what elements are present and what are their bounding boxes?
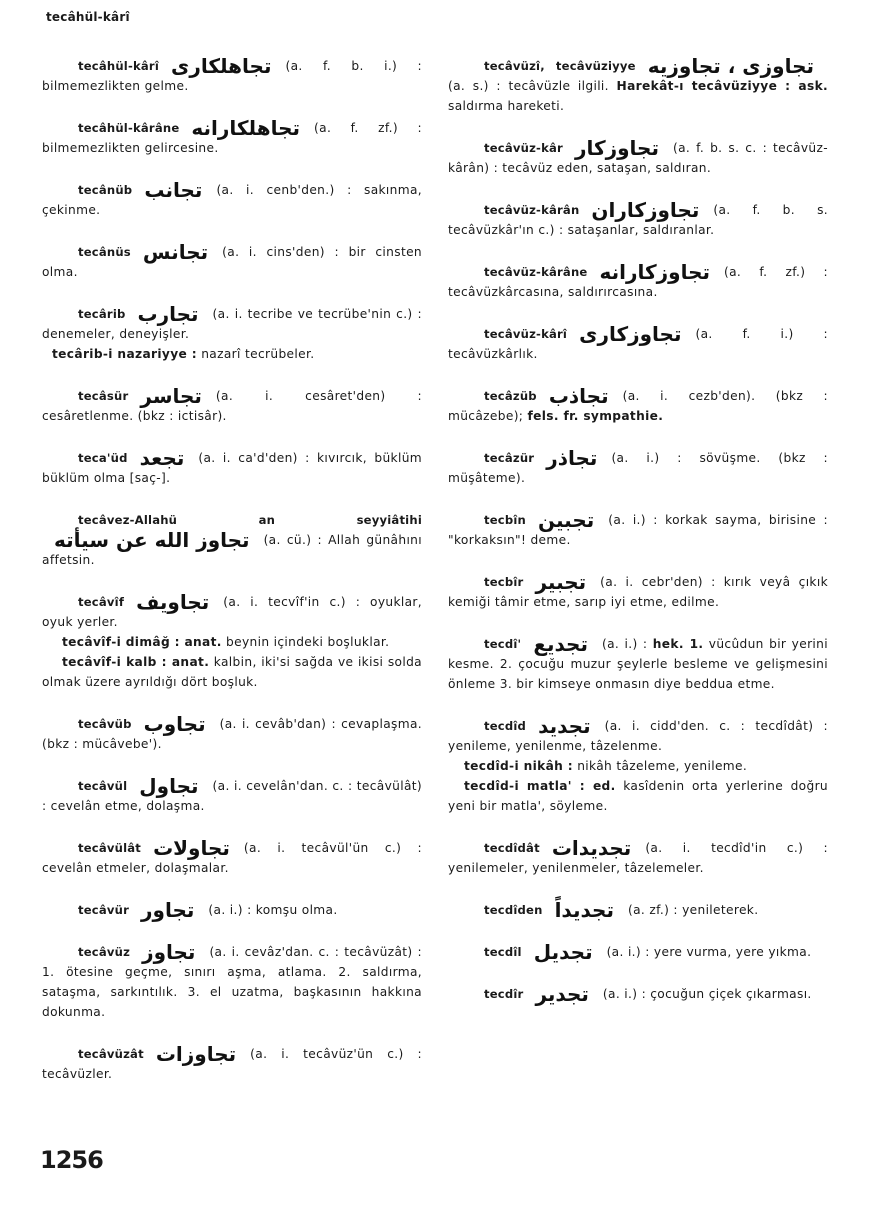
entry-definition: (a. f. i.) : tecâvüzkârlık. bbox=[448, 327, 828, 361]
entry bbox=[42, 838, 422, 878]
entry bbox=[448, 716, 828, 816]
arabic-script: تجاوزات bbox=[155, 1042, 237, 1066]
entry bbox=[448, 200, 828, 240]
entry-lemma: tecârib bbox=[78, 307, 126, 321]
subentry-definition: nazarî tecrübeler. bbox=[201, 347, 315, 361]
entry-definition: (a. i. cins'den) : bir cinsten olma. bbox=[42, 245, 422, 279]
left-column bbox=[42, 56, 422, 1106]
entry bbox=[448, 262, 828, 302]
entry-lemma: teca'üd bbox=[78, 451, 128, 465]
arabic-script: تجاول bbox=[139, 774, 199, 798]
arabic-script: تجاوزكاران bbox=[591, 198, 700, 222]
arabic-script: تجاولات bbox=[153, 836, 230, 860]
entry-lemma: tecâvülât bbox=[78, 841, 142, 855]
arabic-script: تجديل bbox=[533, 940, 593, 964]
entry-definition: (a. i. cebr'den) : kırık veyâ çıkık kemiği tâmir etme, sarıp iyi etme, edilme. bbox=[448, 575, 828, 609]
subentry-lemma: fels. fr. sympathie. bbox=[527, 409, 664, 423]
entry bbox=[448, 900, 828, 920]
entry-lemma: tecâvez-Allahü an seyyiâtihi bbox=[78, 513, 422, 527]
entry bbox=[42, 304, 422, 364]
entry-definition: (a. i. cenb'den.) : sakınma, çekinme. bbox=[42, 183, 422, 217]
entry bbox=[42, 386, 422, 426]
entry-definition: (a. i.) : bbox=[601, 637, 648, 651]
arabic-script: تجاسر bbox=[140, 384, 202, 408]
entry-definition: (a. cü.) : Allah günâhını affetsin. bbox=[42, 533, 422, 567]
subentry-lemma: Harekât-ı tecâvüziyye : ask. bbox=[616, 79, 828, 93]
subentry-lemma: tecâvîf-i kalb : anat. bbox=[62, 655, 210, 669]
entry bbox=[42, 56, 422, 96]
entry bbox=[448, 56, 828, 116]
entry bbox=[448, 324, 828, 364]
subentry-definition: kasîdenin orta yerlerine doğru yeni bir matla', söyleme. bbox=[448, 779, 829, 813]
arabic-script: تجاذب bbox=[548, 384, 609, 408]
entry-definition: (a. s.) : tecâvüzle ilgili. bbox=[448, 79, 609, 93]
entry-definition: (a. i.) : komşu olma. bbox=[208, 903, 338, 917]
entry-lemma: tecâzür bbox=[484, 451, 535, 465]
entry-definition: (a. i. ca'd'den) : kıvırcık, büklüm büklüm olma [saç-]. bbox=[42, 451, 422, 485]
subentry-definition: vücûdun bir yerini kesme. 2. çocuğu muzur şeylerle besleme ve gelişmesini önleme 3. bir kimseye onmasın diye beddua etme. bbox=[448, 637, 828, 691]
entry-lemma: tecâvül bbox=[78, 779, 128, 793]
entry bbox=[42, 900, 422, 920]
entry-lemma: tecâvür bbox=[78, 903, 130, 917]
entry bbox=[42, 714, 422, 754]
entry-lemma: tecdîr bbox=[484, 987, 524, 1001]
subentry-definition: nikâh tâzeleme, yenileme. bbox=[577, 759, 748, 773]
entry-definition: (a. i. tecdîd'in c.) : yenilemeler, yenilenmeler, tâzelemeler. bbox=[448, 841, 828, 875]
entry bbox=[448, 138, 828, 178]
arabic-script: تجاوزی ، تجاوزيه bbox=[647, 54, 814, 78]
subentry-lemma: tecdîd-i matla' : ed. bbox=[464, 779, 616, 793]
entry-lemma: tecâvüz-kârî bbox=[484, 327, 568, 341]
entry-lemma: tecdîden bbox=[484, 903, 543, 917]
entry-lemma: tecdîdât bbox=[484, 841, 540, 855]
arabic-script: تجاوب bbox=[143, 712, 206, 736]
entry bbox=[42, 242, 422, 282]
entry-definition: (a. f. b. i.) : bilmemezlikten gelme. bbox=[42, 59, 422, 93]
entry-definition: (a. i. cevelân'dan. c. : tecâvülât) : cevelân etme, dolaşma. bbox=[42, 779, 422, 813]
entry-definition: (a. i. cesâret'den) : cesâretlenme. (bkz : ictisâr). bbox=[42, 389, 422, 423]
entry-definition: (a. i. tecâvüz'ün c.) : tecâvüzler. bbox=[42, 1047, 422, 1081]
entry-lemma: tecâvüzî, tecâvüziyye bbox=[484, 59, 636, 73]
entry bbox=[42, 776, 422, 816]
entry-definition: (a. f. zf.) : tecâvüzkârcasına, saldırırcasına. bbox=[448, 265, 828, 299]
entry-definition: (a. i. tecribe ve tecrübe'nin c.) : denemeler, deneyişler. bbox=[42, 307, 422, 341]
entry-definition: (a. i.) : korkak sayma, birisine : "korkaksın"! deme. bbox=[448, 513, 828, 547]
entry-lemma: tecâvüz-kâr bbox=[484, 141, 563, 155]
entry-definition: (a. f. b. s. tecâvüzkâr'ın c.) : sataşanlar, saldıranlar. bbox=[448, 203, 828, 237]
entry bbox=[448, 386, 828, 426]
entry-lemma: tecâvüz bbox=[78, 945, 131, 959]
subentry-definition: beynin içindeki boşluklar. bbox=[226, 635, 390, 649]
right-column bbox=[448, 56, 828, 1026]
subentry-lemma: hek. 1. bbox=[652, 637, 704, 651]
entry bbox=[448, 448, 828, 488]
subentry-definition: saldırma hareketi. bbox=[448, 99, 565, 113]
entry bbox=[448, 572, 828, 612]
entry-lemma: tecâvüzât bbox=[78, 1047, 144, 1061]
entry-lemma: tecânüb bbox=[78, 183, 133, 197]
arabic-script: تجبير bbox=[535, 570, 587, 594]
arabic-script: تجعد bbox=[139, 446, 185, 470]
subentry-definition: kalbin, iki'si sağda ve ikisi solda olmak üzere ayrıldığı dört boşluk. bbox=[42, 655, 422, 689]
entry bbox=[42, 448, 422, 488]
subentry-lemma: tecârib-i nazariyye : bbox=[52, 347, 197, 361]
entry bbox=[42, 510, 422, 570]
arabic-script: تجاذر bbox=[546, 446, 598, 470]
entry-definition: (a. i. cidd'den. c. : tecdîdât) : yenileme, yenilenme, tâzelenme. bbox=[448, 719, 828, 753]
entry bbox=[448, 838, 828, 878]
arabic-script: تجاهلکاری bbox=[171, 54, 272, 78]
entry-lemma: tecdî' bbox=[484, 637, 522, 651]
arabic-script: تجديد bbox=[538, 714, 591, 738]
entry-definition: (a. zf.) : yenileterek. bbox=[627, 903, 759, 917]
subentry-lemma: tecdîd-i nikâh : bbox=[464, 759, 573, 773]
entry-definition: (a. i.) : yere vurma, yere yıkma. bbox=[606, 945, 812, 959]
arabic-script: تجديدات bbox=[551, 836, 632, 860]
entry-definition: (a. i.) : çocuğun çiçek çıkarması. bbox=[602, 987, 812, 1001]
arabic-script: تجديع bbox=[533, 632, 588, 656]
running-head: tecâhül-kârî bbox=[46, 10, 130, 24]
entry bbox=[42, 1044, 422, 1084]
entry bbox=[448, 942, 828, 962]
entry-definition: (a. i. cezb'den). (bkz : mücâzebe); bbox=[448, 389, 828, 423]
entry-definition: (a. i. tecâvül'ün c.) : cevelân etmeler, dolaşmalar. bbox=[42, 841, 422, 875]
entry-definition: (a. f. zf.) : bilmemezlikten gelircesine. bbox=[42, 121, 422, 155]
entry bbox=[448, 984, 828, 1004]
entry-definition: (a. i. cevâz'dan. c. : tecâvüzât) : 1. ötesine geçme, sınırı aşma, atlama. 2. saldırma, sataşma, sarkıntılık. 3. el uzatma, başkasının hakkına dokunma. bbox=[42, 945, 422, 1019]
arabic-script: تجاوز bbox=[142, 940, 196, 964]
arabic-script: تجاوزكار bbox=[574, 136, 659, 160]
arabic-script: تجدير bbox=[535, 982, 589, 1006]
entry-definition: (a. i.) : sövüşme. (bkz : müşâteme). bbox=[448, 451, 828, 485]
page-number: 1256 bbox=[40, 1146, 103, 1174]
entry bbox=[42, 118, 422, 158]
entry-lemma: tecdîd bbox=[484, 719, 527, 733]
entry bbox=[42, 942, 422, 1022]
arabic-script: تجاوز الله عن سيأته bbox=[54, 528, 250, 552]
entry-lemma: tecdîl bbox=[484, 945, 522, 959]
entry-lemma: tecâhül-kârî bbox=[78, 59, 160, 73]
entry-lemma: tecâzüb bbox=[484, 389, 537, 403]
arabic-script: تجاهلکارانه bbox=[191, 116, 301, 140]
entry-lemma: tecâvüb bbox=[78, 717, 132, 731]
arabic-script: تجديداً bbox=[554, 898, 614, 922]
arabic-script: تجانس bbox=[142, 240, 209, 264]
entry-definition: (a. f. b. s. c. : tecâvüz-kârân) : tecâvüz eden, sataşan, saldıran. bbox=[448, 141, 828, 175]
entry-definition: (a. i. tecvîf'in c.) : oyuklar, oyuk yerler. bbox=[42, 595, 422, 629]
entry bbox=[448, 634, 828, 694]
entry-lemma: tecâsür bbox=[78, 389, 129, 403]
entry-lemma: tecâvîf bbox=[78, 595, 125, 609]
arabic-script: تجاوزكارى bbox=[579, 322, 682, 346]
arabic-script: تجارب bbox=[137, 302, 199, 326]
entry-lemma: tecâvüz-kârân bbox=[484, 203, 580, 217]
entry-lemma: tecbîn bbox=[484, 513, 527, 527]
arabic-script: تجانب bbox=[144, 178, 203, 202]
entry-lemma: tecbîr bbox=[484, 575, 524, 589]
entry bbox=[448, 510, 828, 550]
entry-definition: (a. i. cevâb'dan) : cevaplaşma. (bkz : mücâvebe'). bbox=[42, 717, 422, 751]
arabic-script: تجاوزكارانه bbox=[599, 260, 710, 284]
entry-lemma: tecâvüz-kârâne bbox=[484, 265, 588, 279]
arabic-script: تجبين bbox=[538, 508, 595, 532]
entry bbox=[42, 592, 422, 692]
subentry-lemma: tecâvîf-i dimâğ : anat. bbox=[62, 635, 222, 649]
entry bbox=[42, 180, 422, 220]
arabic-script: تجاور bbox=[141, 898, 195, 922]
entry-lemma: tecâhül-kârâne bbox=[78, 121, 180, 135]
arabic-script: تجاويف bbox=[136, 590, 210, 614]
entry-lemma: tecânüs bbox=[78, 245, 131, 259]
